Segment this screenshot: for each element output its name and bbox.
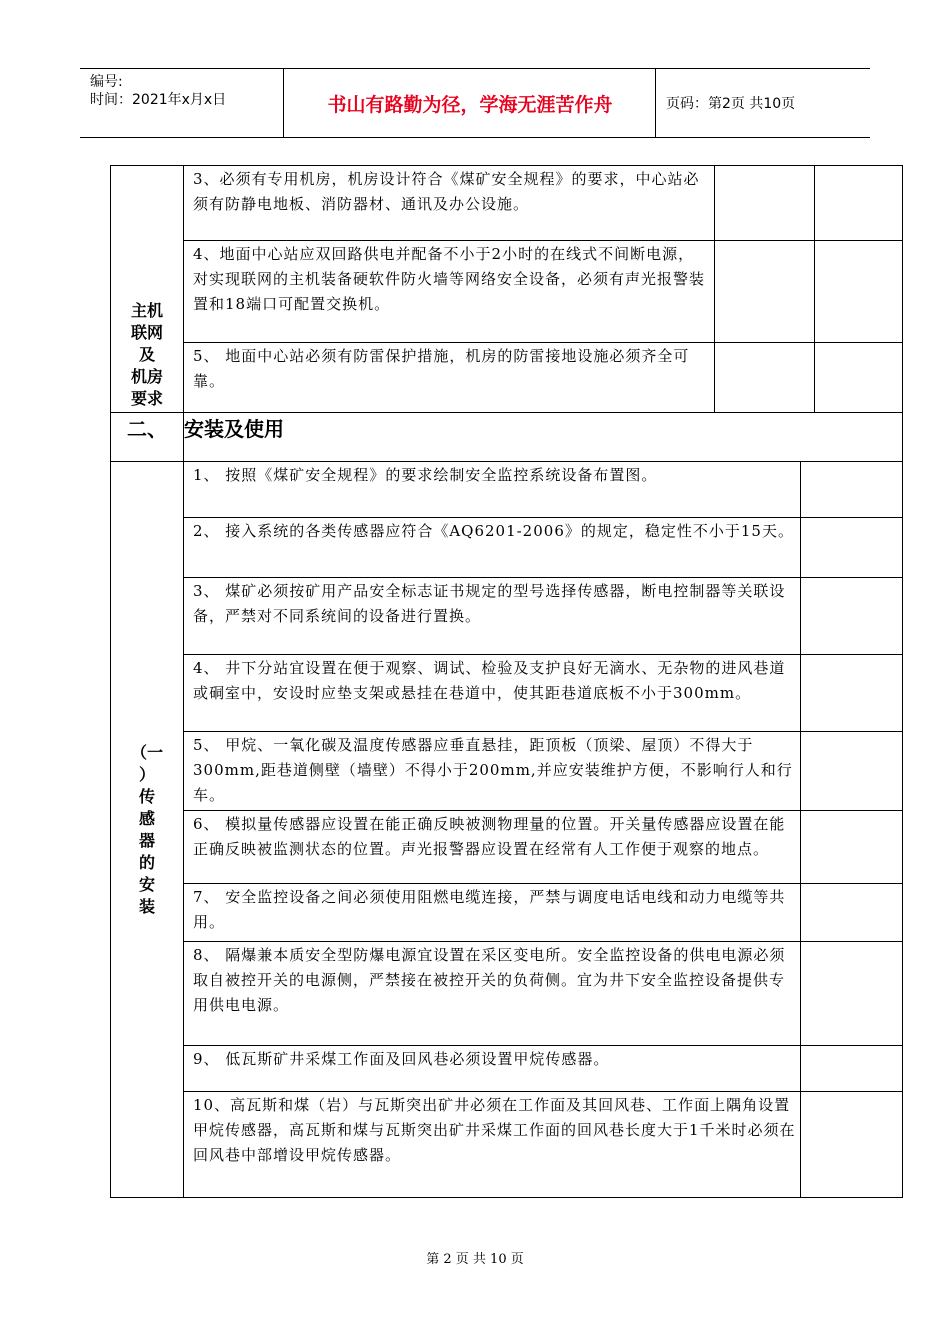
check-cell (715, 166, 815, 241)
section-header-row (111, 413, 903, 462)
requirement-cell: 2、 接入系统的各类传感器应符合《AQ6201-2006》的规定，稳定性不小于15天。 (184, 518, 801, 578)
page-footer: 第 2 页 共 10 页 (426, 1252, 524, 1267)
table-row (111, 166, 903, 241)
requirement-cell: 7、 安全监控设备之间必须使用阻燃电缆连接，严禁与调度电话电线和动力电缆等共用。 (184, 884, 801, 942)
check-cell (801, 655, 903, 732)
section-title: 安装及使用 (184, 413, 903, 462)
requirement-cell: 4、地面中心站应双回路供电并配备不小于2小时的在线式不间断电源，对实现联网的主机装备硬软件防火墙等网络安全设备，必须有声光报警装置和18端口可配置交换机。 (184, 241, 715, 343)
header-meta (90, 73, 226, 109)
document-number-label: 编号: (90, 74, 123, 90)
check-cell (801, 518, 903, 578)
check-cell (801, 884, 903, 942)
score-cell (815, 166, 903, 241)
check-cell (801, 578, 903, 655)
table-row (111, 1092, 903, 1198)
requirement-cell: 5、 甲烷、一氧化碳及温度传感器应垂直悬挂，距顶板（顶梁、屋顶）不得大于300mm,距巷道侧壁（墙壁）不得小于200mm,并应安装维护方便，不影响行人和行车。 (184, 732, 801, 811)
page-header (80, 68, 870, 138)
table-row (111, 343, 903, 413)
header-divider (283, 69, 284, 137)
table-row (111, 578, 903, 655)
check-cell (801, 811, 903, 884)
requirement-cell: 3、必须有专用机房，机房设计符合《煤矿安全规程》的要求，中心站必须有防静电地板、消防器材、通讯及办公设施。 (184, 166, 715, 241)
header-motto: 书山有路勤为径，学海无涯苦作舟 (327, 93, 613, 116)
table-row (111, 884, 903, 942)
table-row (111, 462, 903, 518)
requirement-cell: 5、 地面中心站必须有防雷保护措施，机房的防雷接地设施必须齐全可靠。 (184, 343, 715, 413)
table-row (111, 655, 903, 732)
section-number: 二、 (111, 413, 184, 462)
category-host-networking: 主机 联网 及 机房 要求 (111, 166, 184, 413)
category-sensor-installation: （一 ） 传 感 器 的 安 装 (111, 462, 184, 1198)
checklist-table (110, 165, 903, 1198)
table-row (111, 518, 903, 578)
table-row (111, 732, 903, 811)
header-page-info: 页码：第2页 共10页 (666, 96, 796, 112)
table-row (111, 241, 903, 343)
requirement-cell: 8、 隔爆兼本质安全型防爆电源宜设置在采区变电所。安全监控设备的供电电源必须取自被控开关的电源侧，严禁接在被控开关的负荷侧。宜为井下安全监控设备提供专用供电电源。 (184, 942, 801, 1046)
check-cell (715, 343, 815, 413)
table-row (111, 811, 903, 884)
table-row (111, 1046, 903, 1092)
requirement-cell: 9、 低瓦斯矿井采煤工作面及回风巷必须设置甲烷传感器。 (184, 1046, 801, 1092)
score-cell (815, 343, 903, 413)
check-cell (801, 1046, 903, 1092)
check-cell (801, 1092, 903, 1198)
requirement-cell: 10、高瓦斯和煤（岩）与瓦斯突出矿井必须在工作面及其回风巷、工作面上隅角设置甲烷传感器，高瓦斯和煤与瓦斯突出矿井采煤工作面的回风巷长度大于1千米时必须在回风巷中部增设甲烷传感器。 (184, 1092, 801, 1198)
table-row (111, 942, 903, 1046)
requirement-cell: 4、 井下分站宜设置在便于观察、调试、检验及支护良好无滴水、无杂物的进风巷道或硐室中，安设时应垫支架或悬挂在巷道中，使其距巷道底板不小于300mm。 (184, 655, 801, 732)
score-cell (815, 241, 903, 343)
check-cell (715, 241, 815, 343)
document-time: 时间：2021年x月x日 (90, 92, 227, 108)
check-cell (801, 462, 903, 518)
requirement-cell: 6、 模拟量传感器应设置在能正确反映被测物理量的位置。开关量传感器应设置在能正确反映被监测状态的位置。声光报警器应设置在经常有人工作便于观察的地点。 (184, 811, 801, 884)
requirement-cell: 3、 煤矿必须按矿用产品安全标志证书规定的型号选择传感器，断电控制器等关联设备，严禁对不同系统间的设备进行置换。 (184, 578, 801, 655)
header-divider (655, 69, 656, 137)
check-cell (801, 732, 903, 811)
requirement-cell: 1、 按照《煤矿安全规程》的要求绘制安全监控系统设备布置图。 (184, 462, 801, 518)
check-cell (801, 942, 903, 1046)
